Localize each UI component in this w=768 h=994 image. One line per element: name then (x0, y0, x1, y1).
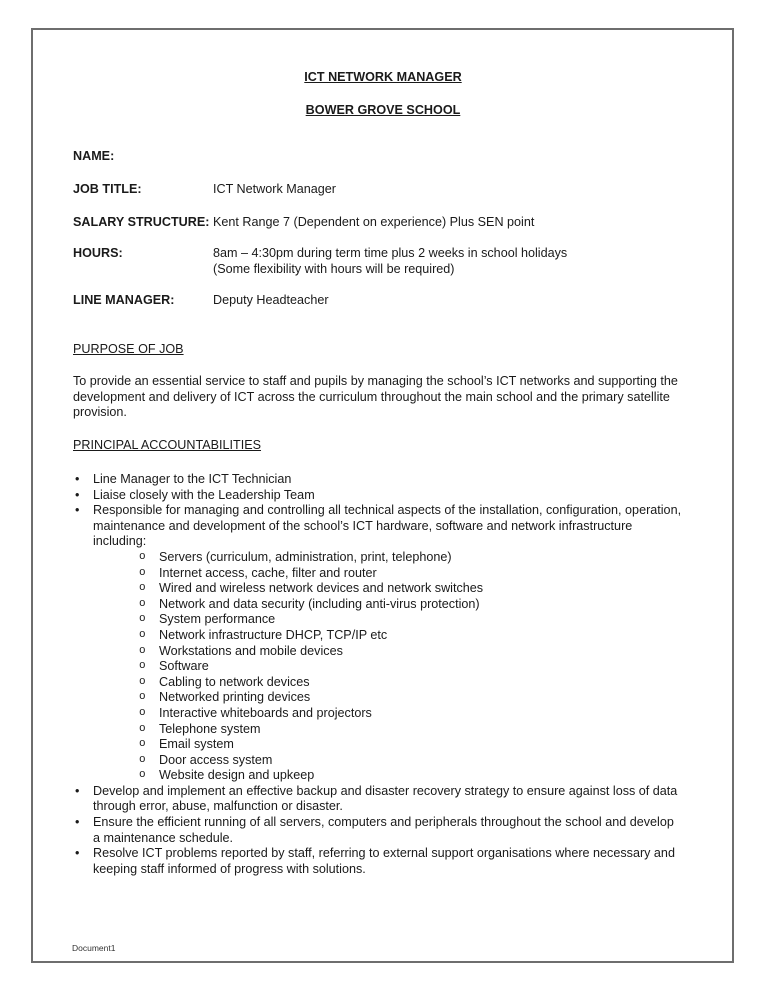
list-item (73, 846, 683, 877)
list-item (73, 503, 683, 784)
sublist-item: o Networked printing devices (139, 690, 683, 706)
accountabilities-list (73, 472, 683, 877)
hours-label: HOURS: (73, 246, 123, 260)
sublist-item: o Interactive whiteboards and projectors (139, 706, 683, 722)
list-item-text: Develop and implement an effective backup and disaster recovery strategy to ensure against loss of data through error, abuse, malfunction or disaster. (93, 783, 678, 814)
list-item (73, 488, 683, 504)
document-title: ICT NETWORK MANAGER (304, 70, 462, 84)
sublist-item: o Email system (139, 737, 683, 753)
job-title-value: ICT Network Manager (213, 182, 336, 196)
sublist-item: o Software (139, 659, 683, 675)
sublist-item: o Network infrastructure DHCP, TCP/IP etc (139, 628, 683, 644)
sublist-item: o System performance (139, 612, 683, 628)
accountabilities-heading: PRINCIPAL ACCOUNTABILITIES (73, 438, 262, 452)
list-item (73, 784, 683, 815)
salary-structure-value: Kent Range 7 (Dependent on experience) Plus SEN point (213, 215, 535, 229)
hours-note: (Some flexibility with hours will be required) (213, 262, 455, 276)
list-item-text: Responsible for managing and controlling all technical aspects of the installation, configuration, operation, maintenance and development of the school’s ICT hardware, software and network infrastructure including: (93, 503, 682, 549)
line-manager-value: Deputy Headteacher (213, 293, 329, 307)
name-label: NAME: (73, 149, 115, 163)
job-title-label: JOB TITLE: (73, 182, 142, 196)
infrastructure-sublist (93, 550, 683, 784)
list-item-text: Resolve ICT problems reported by staff, referring to external support organisations where necessary and keeping staff informed of progress with solutions. (93, 846, 675, 876)
hours-value: 8am – 4:30pm during term time plus 2 weeks in school holidays (213, 246, 568, 260)
school-name: BOWER GROVE SCHOOL (305, 103, 461, 117)
list-item (73, 815, 683, 846)
purpose-heading: PURPOSE OF JOB (73, 342, 184, 356)
sublist-item: o Telephone system (139, 722, 683, 738)
list-item-text: Ensure the efficient running of all servers, computers and peripherals throughout the school and develop a maintenance schedule. (93, 815, 674, 845)
footer-document-name: Document1 (72, 943, 116, 953)
list-item-text: Liaise closely with the Leadership Team (93, 487, 315, 502)
sublist-item: o Cabling to network devices (139, 675, 683, 691)
sublist-item: o Workstations and mobile devices (139, 644, 683, 660)
sublist-item: o Network and data security (including anti-virus protection) (139, 597, 683, 613)
sublist-item: o Door access system (139, 753, 683, 769)
sublist-item: o Website design and upkeep (139, 768, 683, 784)
sublist-item: o Internet access, cache, filter and router (139, 566, 683, 582)
salary-structure-label: SALARY STRUCTURE: (73, 215, 210, 229)
sublist-item: o Servers (curriculum, administration, print, telephone) (139, 550, 683, 566)
purpose-text: To provide an essential service to staff and pupils by managing the school’s ICT networks and supporting the development and delivery of ICT across the curriculum throughout the main school and the primary satellite provision. (73, 374, 678, 420)
line-manager-label: LINE MANAGER: (73, 293, 175, 307)
list-item (73, 472, 683, 488)
sublist-item: o Wired and wireless network devices and network switches (139, 581, 683, 597)
list-item-text: Line Manager to the ICT Technician (93, 472, 292, 486)
